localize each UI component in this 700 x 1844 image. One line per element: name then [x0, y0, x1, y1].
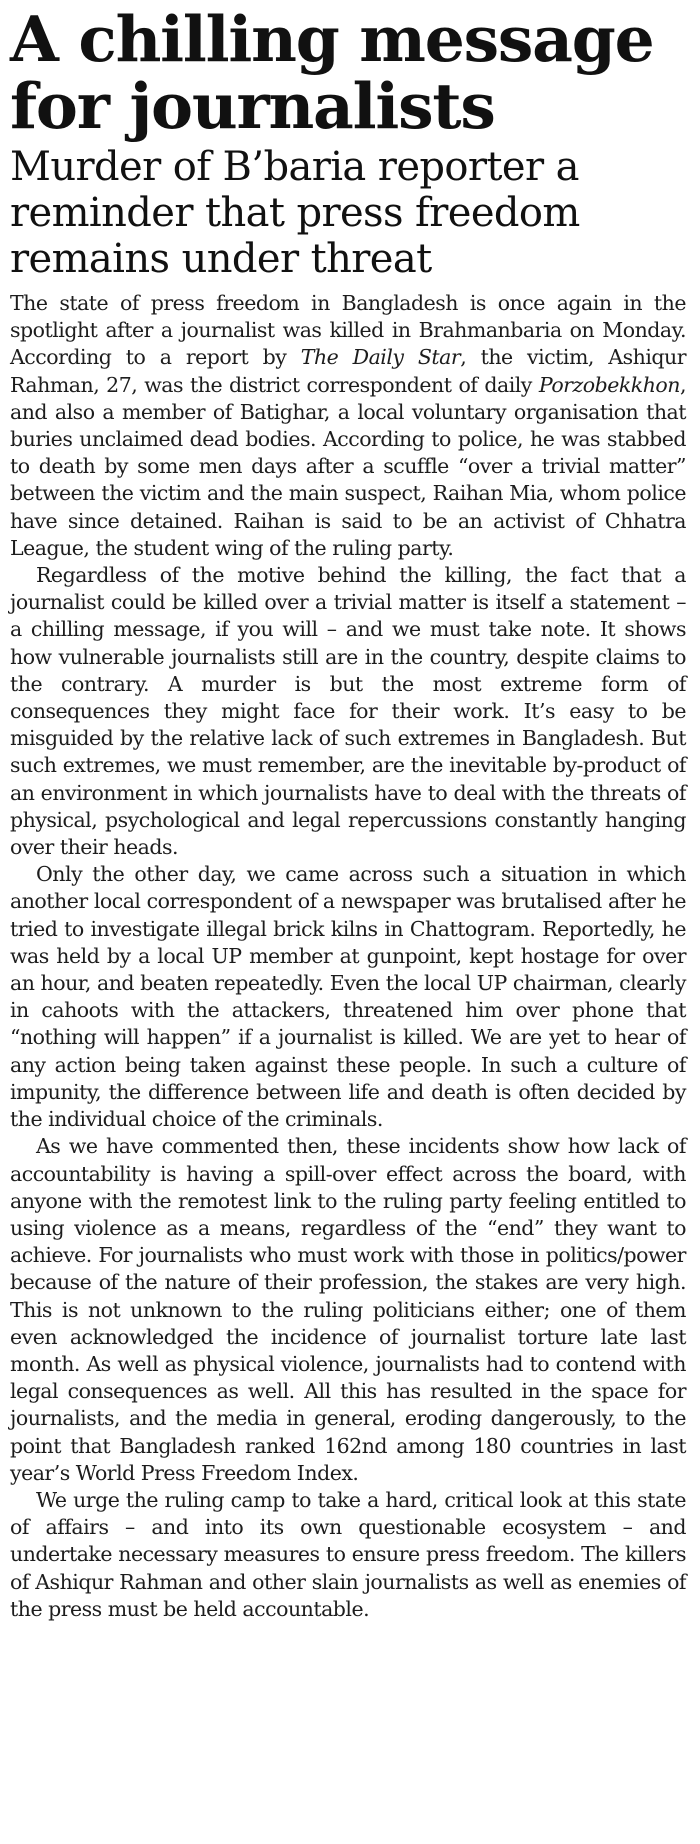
- subheadline: Murder of B’baria reporter a reminder that press freedom remains under threat: [10, 144, 580, 282]
- paragraph-4: As we have commented then, these incidents show how lack of accountability is having a spill-over effect across the board, with anyone with the remotest link to the ruling party feeling entitled to using violence as a means, regardless of the “end” they want to achieve. For journalists who must work with those in politics/power because of the nature of their profession, the stakes are very high. This is not unknown to the ruling politicians either; one of them even acknowledged the incidence of journalist torture late last month. As well as physical violence, journalists had to contend with legal consequences as well. All this has resulted in the space for journalists, and the media in general, eroding dangerously, to the point that Bangladesh ranked 162nd among 180 countries in last year’s World Press Freedom Index.: [10, 1134, 686, 1485]
- paragraph-5: We urge the ruling camp to take a hard, critical look at this state of affairs – and into its own questionable ecosystem – and undertake necessary measures to ensure press freedom. The killers of Ashiqur Rahman and other slain journalists as well as enemies of the press must be held accountable.: [10, 1487, 686, 1621]
- paragraph-1: [10, 290, 686, 562]
- publication-name: The Daily Star: [300, 345, 461, 370]
- paragraph-2: Regardless of the motive behind the killing, the fact that a journalist could be killed over a trivial matter is itself a statement – a chilling message, if you will – and we must take note. It shows how vulnerable journalists still are in the country, despite claims to the contrary. A murder is but the most extreme form of consequences they might face for their work. It’s easy to be misguided by the relative lack of such extremes in Bangladesh. But such extremes, we must remember, are the inevitable by-product of an environment in which journalists have to deal with the threats of physical, psychological and legal repercussions constantly hanging over their heads.: [10, 563, 686, 860]
- article-body: [10, 290, 686, 1623]
- headline: A chilling message for journalists: [10, 2, 654, 143]
- paragraph-1-text-b: , the victim, Ashiqur Rahman, 27, was the district correspondent of daily: [10, 345, 687, 397]
- paragraph-1-text-a: The state of press freedom in Bangladesh is once again in the spotlight after a journalist was killed in Brahmanbaria on Monday. According to a report by: [10, 291, 686, 370]
- paragraph-3: Only the other day, we came across such a situation in which another local correspondent of a newspaper was brutalised after he tried to investigate illegal brick kilns in Chattogram. Reportedly, he was held by a local UP member at gunpoint, kept hostage for over an hour, and beaten repeatedly. Even the local UP chairman, clearly in cahoots with the attackers, threatened him over phone that “nothing will happen” if a journalist is killed. We are yet to hear of any action being taken against these people. In such a culture of impunity, the difference between life and death is often decided by the individual choice of the criminals.: [10, 862, 686, 1132]
- paragraph-1-text-c: , and also a member of Batighar, a local voluntary organisation that buries unclaimed dead bodies. According to police, he was stabbed to death by some men days after a scuffle “over a trivial matter” between the victim and the main suspect, Raihan Mia, whom police have since detained. Raihan is said to be an activist of Chhatra League, the student wing of the ruling party.: [10, 372, 686, 560]
- newspaper-name: Porzobekkhon: [538, 372, 680, 397]
